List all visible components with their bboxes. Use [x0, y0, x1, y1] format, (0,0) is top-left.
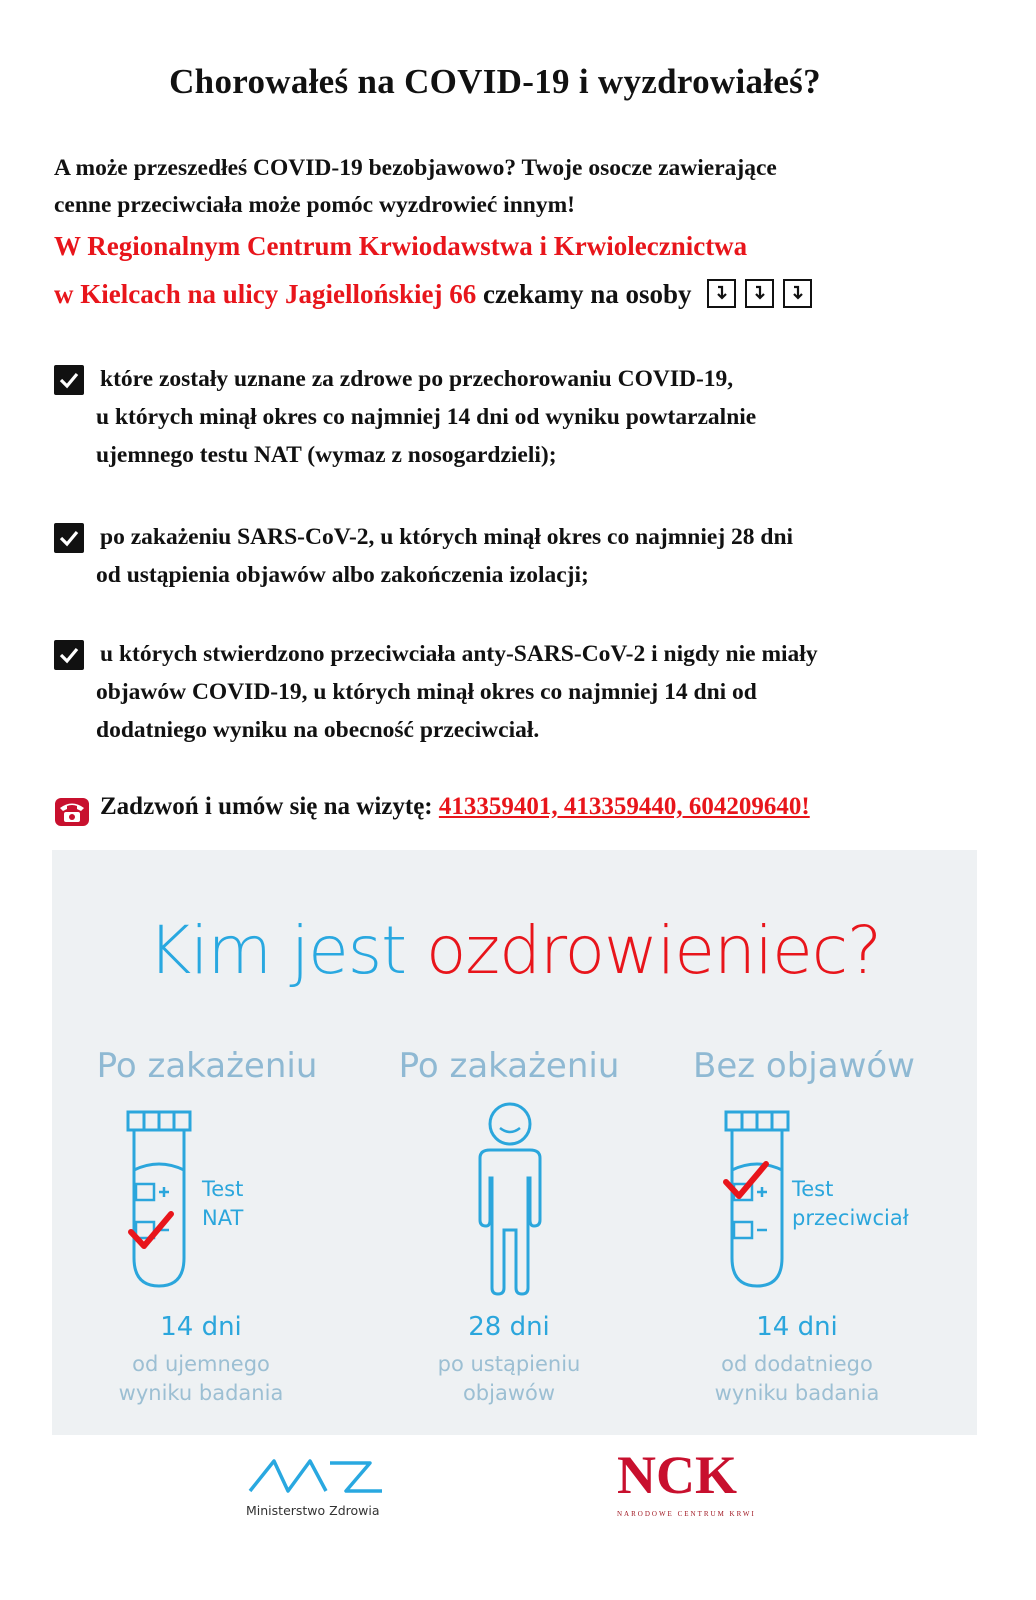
nck-logo: [615, 1443, 755, 1503]
criterion-2: po zakażeniu SARS-CoV-2, u których minął okres co najmniej 28 dni od ustąpienia objawów albo zakończenia izolacji;: [96, 524, 794, 588]
person-icon: [460, 1100, 560, 1300]
telephone-icon: [54, 797, 90, 827]
days-description: od ujemnego wyniku badania: [118, 1352, 284, 1405]
address-line: [54, 279, 812, 310]
checkmark-icon: [54, 365, 84, 395]
criterion-1: które zostały uznane za zdrowe po przechorowaniu COVID-19, u których minął okres co najmniej 14 dni od wyniku powtarzalnie ujemnego testu NAT (wymaz z nosogardzieli);: [96, 366, 757, 468]
test-tube-icon: [122, 1108, 202, 1298]
red-checkmark-icon: [722, 1158, 772, 1206]
test-label: Test przeciwciał: [792, 1177, 909, 1230]
arrow-down-icon: [707, 279, 736, 308]
arrow-down-icon: [783, 279, 812, 308]
call-label: Zadzwoń i umów się na wizytę:: [100, 793, 433, 820]
nck-name: NARODOWE CENTRUM KRWI: [617, 1510, 756, 1518]
days-description: po ustąpieniu objawów: [437, 1352, 581, 1405]
days-value: 14 dni: [160, 1312, 242, 1342]
intro-line-1: A może przeszedłeś COVID-19 bezobjawowo? Twoje osocze zawierające: [54, 155, 777, 181]
svg-text:NCK: NCK: [617, 1445, 737, 1503]
phone-numbers-link[interactable]: 413359401, 413359440, 604209640!: [438, 793, 810, 820]
days-value: 14 dni: [756, 1312, 838, 1342]
days-description: od dodatniego wyniku badania: [714, 1352, 880, 1405]
infographic-title: Kim jest ozdrowieniec?: [147, 912, 882, 989]
infographic-panel: [52, 850, 977, 1435]
address: w Kielcach na ulicy Jagiellońskiej 66: [54, 279, 477, 309]
page-title: Chorowałeś na COVID-19 i wyzdrowiałeś?: [169, 62, 821, 101]
intro-line-2: cenne przeciwciała może pomóc wyzdrowieć innym!: [54, 192, 576, 218]
column-heading: Po zakażeniu: [96, 1046, 318, 1086]
red-checkmark-icon: [127, 1208, 177, 1256]
ministry-of-health-logo: [246, 1455, 386, 1495]
days-value: 28 dni: [468, 1312, 550, 1342]
test-label: Test NAT: [202, 1177, 244, 1230]
ministry-name: Ministerstwo Zdrowia: [246, 1503, 380, 1518]
column-heading: Po zakażeniu: [398, 1046, 620, 1086]
arrow-down-icon: [745, 279, 774, 308]
checkmark-icon: [54, 523, 84, 553]
checkmark-icon: [54, 640, 84, 670]
column-heading: Bez objawów: [693, 1046, 915, 1086]
waiting-text: czekamy na osoby: [483, 279, 692, 309]
criterion-3: u których stwierdzono przeciwciała anty-SARS-CoV-2 i nigdy nie miały objawów COVID-19, u których minął okres co najmniej 14 dni od dodatniego wyniku na obecność przeciwciał.: [96, 641, 818, 743]
centre-name: W Regionalnym Centrum Krwiodawstwa i Krwiolecznictwa: [54, 231, 748, 261]
call-line: [100, 793, 810, 821]
